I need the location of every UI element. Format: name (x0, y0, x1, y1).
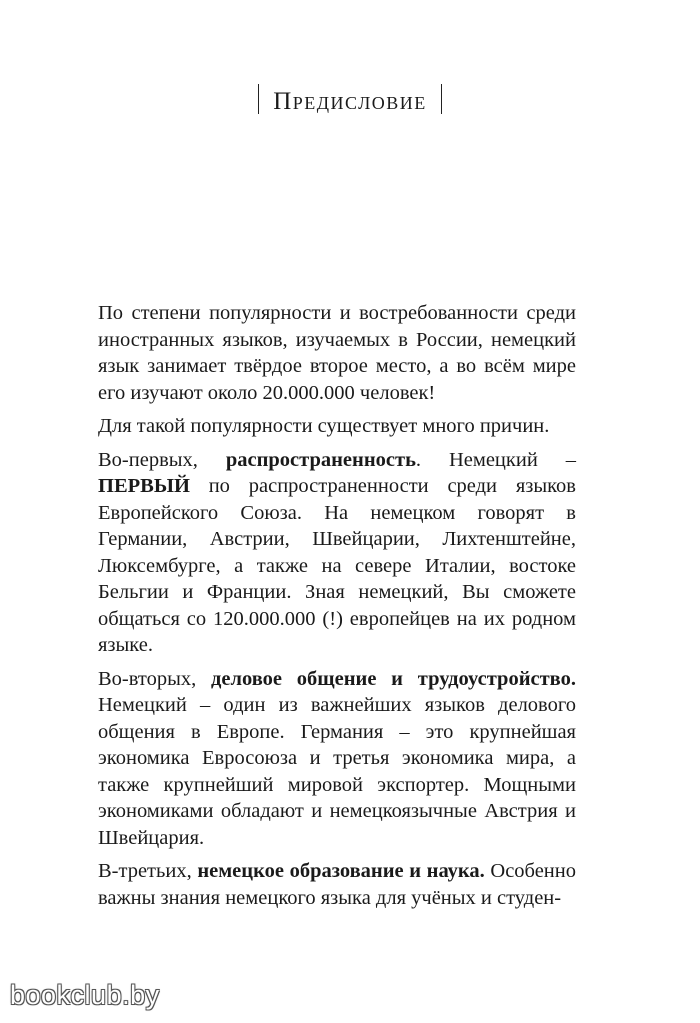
bold-term: распространенность (225, 448, 416, 471)
bold-emphasis: ПЕРВЫЙ (98, 475, 190, 497)
chapter-title: Предисловие (273, 88, 427, 115)
watermark: bookclub.by (10, 980, 160, 1010)
bold-term: деловое общение и трудоустройство. (211, 667, 576, 690)
heading-right-rule (441, 84, 442, 114)
heading-left-rule (258, 84, 259, 114)
bold-term: немецкое образование и наука. (197, 860, 485, 882)
paragraph-popularity: По степени популярности и востребованности среди иностранных языков, изучаемых в России, немецкий язык занимает твёрдое второе место, а во всём мире его изучают около 20.000.000 человек! (98, 302, 576, 404)
chapter-heading (0, 84, 700, 119)
paragraph-third-reason: В-третьих, немецкое образование и наука. Особенно важны знания немецкого языка для учёных и студен- (98, 860, 576, 909)
paragraph-reasons: Для такой популярности существует много причин. (98, 415, 550, 437)
body-text (98, 300, 576, 911)
paragraph-first-reason: Во-первых, распространенность. Немецкий – ПЕРВЫЙ по распространенности среди языков Европейского Союза. На немецком говорят в Германии, Австрии, Швейцарии, Лихтенштейне, Люксембурге, а также на севере Италии, востоке Бельгии и Франции. Зная немецкий, Вы сможете общаться со 120.000.000 (!) европейцев на их родном языке. (98, 448, 576, 656)
paragraph-second-reason: Во-вторых, деловое общение и трудоустройство. Немецкий – один из важнейших языков делового общения в Европе. Германия – это крупнейшая экономика Евросоюза и третья экономика мира, а также крупнейший мировой экспортер. Мощными экономиками обладают и немецкоязычные Австрия и Швейцария. (98, 667, 576, 849)
